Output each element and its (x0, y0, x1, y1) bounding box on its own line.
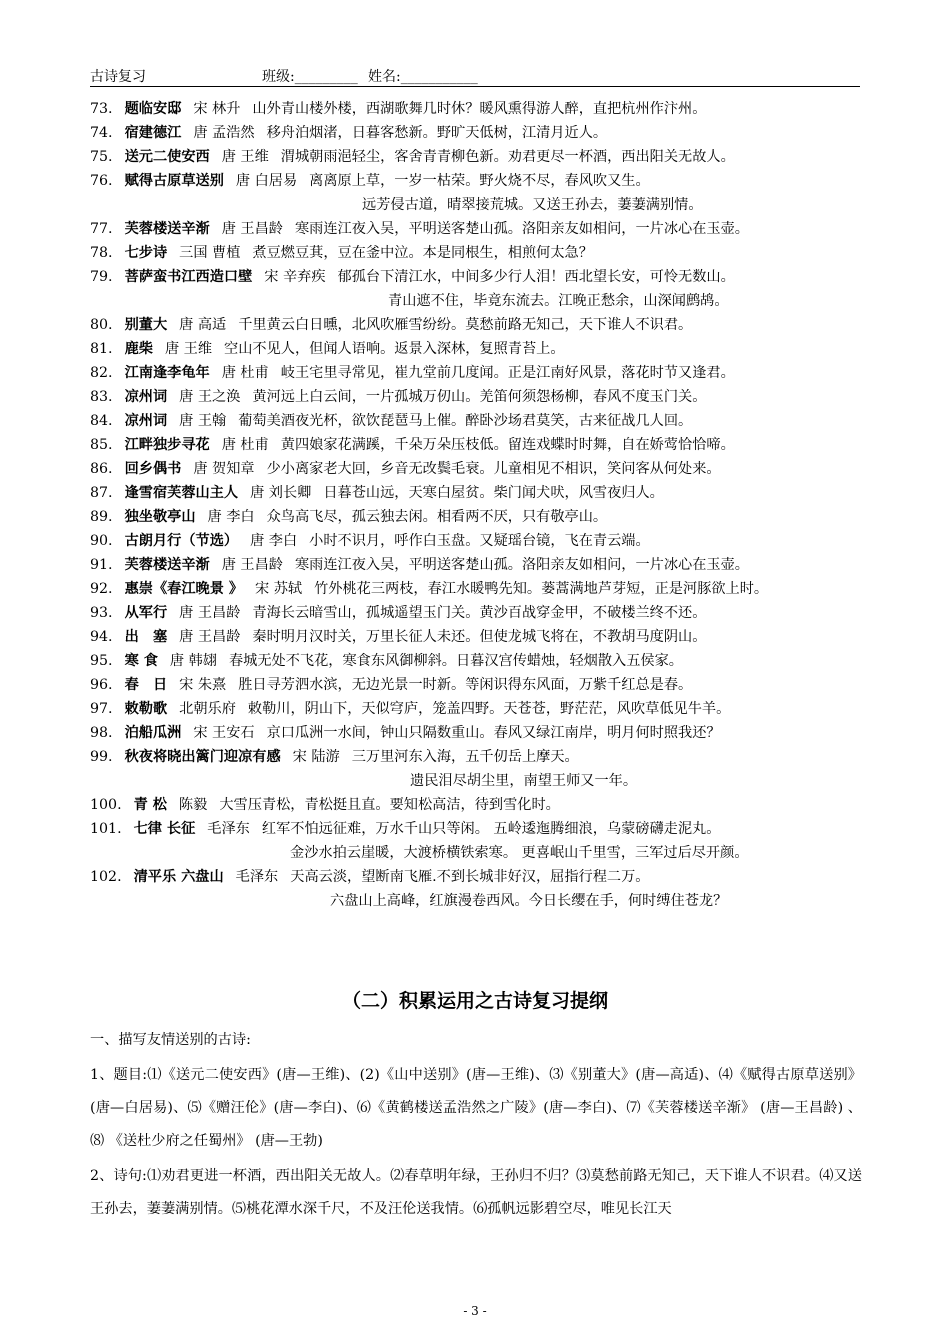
poem-text: 寒雨连江夜入吴，平明送客楚山孤。洛阳亲友如相问，一片冰心在玉壶。 (294, 221, 749, 237)
poem-row (90, 865, 870, 889)
poem-title: 凉州词 (124, 389, 168, 405)
poem-continuation (90, 841, 870, 865)
poem-row (90, 793, 870, 817)
poem-text: 天高云淡，望断南飞雁.不到长城非好汉，屈指行程二万。 (290, 869, 650, 885)
poem-title: 凉州词 (124, 413, 168, 429)
poem-text-cont: 遗民泪尽胡尘里，南望王师又一年。 (410, 773, 638, 789)
poem-title: 从军行 (124, 605, 168, 621)
poem-row (90, 745, 870, 769)
poem-title: 七步诗 (124, 245, 168, 261)
poem-row (90, 505, 870, 529)
poem-text: 少小离家老大回，乡音无改鬓毛衰。儿童相见不相识，笑问客从何处来。 (266, 461, 721, 477)
poem-number: 95. (90, 653, 113, 669)
poem-text-cont: 金沙水拍云崖暖，大渡桥横铁索寒。 更喜岷山千里雪，三军过后尽开颜。 (290, 845, 749, 861)
poem-row (90, 553, 870, 577)
poem-author: 唐 王维 (221, 149, 269, 165)
poem-continuation (90, 289, 870, 313)
poem-title: 逢雪宿芙蓉山主人 (124, 485, 239, 501)
poem-author: 毛泽东 (207, 821, 250, 837)
poem-row (90, 313, 870, 337)
outline-item-lines: 2、诗句:⑴劝君更进一杯酒，西出阳关无故人。⑵春草明年绿，王孙归不归？⑶莫愁前路无知己，天下谁人不识君。⑷又送王孙去，萋萋满别情。⑸桃花潭水深千尺，不及汪伦送我情。⑹孤帆远影碧空尽，唯见长江天 (90, 1168, 862, 1217)
poem-title: 青 松 (133, 797, 167, 813)
poem-text: 煮豆燃豆萁，豆在釜中泣。本是同根生，相煎何太急？ (252, 245, 593, 261)
poem-title: 芙蓉楼送辛渐 (124, 557, 210, 573)
outline-item-titles: 1、题目:⑴《送元二使安西》(唐—王维)、(2)《山中送别》(唐—王维)、⑶《别董大》(唐—高适)、⑷《赋得古原草送别》(唐—白居易)、⑸《赠汪伦》(唐—李白)、⑹《黄鹤楼送孟浩然之广陵》(唐—李白)、⑺《芙蓉楼送辛渐》 (唐—王昌龄) 、⑻ 《送杜少府之任蜀州》 (唐—王勃) (90, 1067, 862, 1149)
review-outline (90, 1025, 862, 1226)
poem-title: 江畔独步寻花 (124, 437, 210, 453)
poem-row (90, 97, 870, 121)
page-header (90, 66, 860, 87)
poem-author: 唐 李白 (207, 509, 255, 525)
poem-row (90, 265, 870, 289)
poem-row (90, 409, 870, 433)
poem-text: 日暮苍山远，天寒白屋贫。柴门闻犬吠，风雪夜归人。 (323, 485, 664, 501)
poem-author: 北朝乐府 (179, 701, 236, 717)
poem-title: 清平乐 六盘山 (133, 869, 224, 885)
poem-text: 大雪压青松，青松挺且直。要知松高洁，待到雪化时。 (219, 797, 560, 813)
poem-title: 惠崇《春江晚景 》 (124, 581, 244, 597)
poem-author: 宋 朱熹 (179, 677, 227, 693)
poem-author: 唐 王昌龄 (179, 605, 241, 621)
poem-text: 岐王宅里寻常见，崔九堂前几度闻。正是江南好风景，落花时节又逢君。 (280, 365, 735, 381)
poem-title: 敕勒歌 (124, 701, 168, 717)
poem-title: 题临安邸 (124, 101, 182, 117)
poem-row (90, 697, 870, 721)
poem-row (90, 601, 870, 625)
poem-number: 86. (90, 461, 113, 477)
poem-continuation (90, 769, 870, 793)
poem-author: 三国 曹植 (179, 245, 241, 261)
poem-number: 83. (90, 389, 113, 405)
poem-number: 77. (90, 221, 113, 237)
poem-row (90, 673, 870, 697)
poem-title: 泊船瓜洲 (124, 725, 182, 741)
poem-row (90, 529, 870, 553)
poem-number: 93. (90, 605, 113, 621)
poem-author: 唐 王昌龄 (221, 221, 283, 237)
poem-row (90, 169, 870, 193)
poem-number: 97. (90, 701, 113, 717)
poem-number: 94. (90, 629, 113, 645)
poem-title: 宿建德江 (124, 125, 182, 141)
poem-title: 古朗月行（节选） (124, 533, 239, 549)
poem-author: 唐 王昌龄 (221, 557, 283, 573)
poem-row (90, 145, 870, 169)
class-label: 班级:_________ (262, 69, 358, 85)
poem-number: 102. (90, 869, 122, 885)
poem-number: 82. (90, 365, 113, 381)
poem-number: 90. (90, 533, 113, 549)
poem-text: 移舟泊烟渚，日暮客愁新。野旷天低树，江清月近人。 (266, 125, 608, 141)
poem-title: 独坐敬亭山 (124, 509, 196, 525)
poem-title: 出 塞 (124, 629, 168, 645)
poem-list (90, 97, 870, 913)
poem-author: 唐 李白 (250, 533, 298, 549)
poem-row (90, 217, 870, 241)
poem-title: 芙蓉楼送辛渐 (124, 221, 210, 237)
poem-number: 81. (90, 341, 113, 357)
poem-author: 宋 王安石 (193, 725, 255, 741)
poem-row (90, 241, 870, 265)
poem-row (90, 457, 870, 481)
outline-heading: 一、描写友情送别的古诗: (90, 1032, 251, 1048)
poem-title: 寒 食 (124, 653, 158, 669)
poem-author: 宋 林升 (193, 101, 241, 117)
poem-author: 唐 高适 (179, 317, 227, 333)
poem-text: 山外青山楼外楼，西湖歌舞几时休？暖风熏得游人醉，直把杭州作汴州。 (252, 101, 707, 117)
poem-title: 回乡偶书 (124, 461, 182, 477)
poem-title: 鹿柴 (124, 341, 153, 357)
poem-number: 84. (90, 413, 113, 429)
poem-row (90, 625, 870, 649)
poem-row (90, 385, 870, 409)
poem-text: 空山不见人，但闻人语响。返景入深林，复照青苔上。 (224, 341, 565, 357)
poem-author: 宋 苏轼 (255, 581, 303, 597)
poem-text-cont: 六盘山上高峰，红旗漫卷西风。今日长缨在手，何时缚住苍龙？ (330, 893, 728, 909)
poem-author: 陈毅 (178, 797, 208, 813)
poem-text: 离离原上草，一岁一枯荣。野火烧不尽，春风吹又生。 (309, 173, 650, 189)
poem-number: 99. (90, 749, 113, 765)
poem-title: 七律 长征 (133, 821, 196, 837)
poem-text: 众鸟高飞尽，孤云独去闲。相看两不厌，只有敬亭山。 (266, 509, 608, 525)
poem-text-cont: 远芳侵古道，晴翠接荒城。又送王孙去，萋萋满别情。 (362, 197, 703, 213)
page-number: - 3 - (463, 1304, 487, 1318)
poem-number: 78. (90, 245, 113, 261)
poem-number: 76. (90, 173, 113, 189)
poem-row (90, 337, 870, 361)
poem-title: 送元二使安西 (124, 149, 210, 165)
poem-row (90, 577, 870, 601)
poem-author: 毛泽东 (235, 869, 279, 885)
poem-text: 郁孤台下清江水，中间多少行人泪！西北望长安，可怜无数山。 (337, 269, 735, 285)
poem-author: 唐 杜甫 (221, 437, 269, 453)
poem-author: 唐 王维 (164, 341, 213, 357)
poem-row (90, 817, 870, 841)
poem-text-cont: 青山遮不住，毕竟东流去。江晚正愁余，山深闻鹧鸪。 (388, 293, 729, 309)
poem-title: 江南逢李龟年 (124, 365, 210, 381)
poem-text: 敕勒川，阴山下，天似穹庐，笼盖四野。天苍苍，野茫茫，风吹草低见牛羊。 (247, 701, 731, 717)
poem-number: 96. (90, 677, 113, 693)
poem-text: 秦时明月汉时关，万里长征人未还。但使龙城飞将在，不教胡马度阴山。 (252, 629, 707, 645)
poem-author: 唐 王翰 (179, 413, 227, 429)
poem-number: 73. (90, 101, 113, 117)
doc-title: 古诗复习 (90, 69, 146, 85)
poem-text: 胜日寻芳泗水滨，无边光景一时新。等闲识得东风面，万紫千红总是春。 (238, 677, 693, 693)
poem-text: 黄四娘家花满蹊，千朵万朵压枝低。留连戏蝶时时舞，自在娇莺恰恰啼。 (280, 437, 735, 453)
poem-number: 80. (90, 317, 113, 333)
poem-number: 92. (90, 581, 113, 597)
poem-number: 75. (90, 149, 113, 165)
poem-row (90, 649, 870, 673)
poem-row (90, 433, 870, 457)
poem-title: 秋夜将晓出篱门迎凉有感 (124, 749, 281, 765)
poem-author: 宋 辛弃疾 (264, 269, 326, 285)
poem-number: 79. (90, 269, 113, 285)
poem-text: 青海长云暗雪山，孤城遥望玉门关。黄沙百战穿金甲，不破楼兰终不还。 (252, 605, 707, 621)
poem-author: 唐 王昌龄 (179, 629, 241, 645)
poem-number: 85. (90, 437, 113, 453)
poem-text: 小时不识月，呼作白玉盘。又疑瑶台镜，飞在青云端。 (309, 533, 650, 549)
poem-text: 黄河远上白云间，一片孤城万仞山。羌笛何须怨杨柳，春风不度玉门关。 (252, 389, 707, 405)
poem-number: 100. (90, 797, 122, 813)
poem-text: 千里黄云白日曛，北风吹雁雪纷纷。莫愁前路无知己，天下谁人不识君。 (238, 317, 693, 333)
name-label: 姓名:___________ (368, 69, 478, 85)
poem-author: 唐 白居易 (235, 173, 298, 189)
poem-number: 89. (90, 509, 113, 525)
poem-author: 宋 陆游 (292, 749, 340, 765)
poem-title: 菩萨蛮书江西造口壁 (124, 269, 253, 285)
poem-text: 春城无处不飞花，寒食东风御柳斜。日暮汉宫传蜡烛，轻烟散入五侯家。 (228, 653, 683, 669)
poem-text: 葡萄美酒夜光杯，欲饮琵琶马上催。醉卧沙场君莫笑，古来征战几人回。 (238, 413, 693, 429)
poem-author: 唐 王之涣 (179, 389, 241, 405)
poem-row (90, 481, 870, 505)
poem-author: 唐 孟浩然 (193, 125, 255, 141)
poem-continuation (90, 193, 870, 217)
poem-number: 87. (90, 485, 113, 501)
poem-title: 春 日 (124, 677, 168, 693)
poem-row (90, 721, 870, 745)
poem-text: 京口瓜洲一水间，钟山只隔数重山。春风又绿江南岸，明月何时照我还？ (266, 725, 721, 741)
poem-title: 赋得古原草送别 (124, 173, 224, 189)
poem-text: 红军不怕远征难，万水千山只等闲。 五岭逶迤腾细浪，乌蒙磅礴走泥丸。 (261, 821, 721, 837)
poem-title: 别董大 (124, 317, 168, 333)
poem-continuation (90, 889, 870, 913)
poem-number: 74. (90, 125, 113, 141)
poem-text: 渭城朝雨浥轻尘，客舍青青柳色新。劝君更尽一杯酒，西出阳关无故人。 (280, 149, 735, 165)
poem-row (90, 121, 870, 145)
section-title: （二）积累运用之古诗复习提纲 (341, 990, 608, 1012)
poem-text: 三万里河东入海，五千仞岳上摩天。 (351, 749, 579, 765)
poem-text: 竹外桃花三两枝，春江水暖鸭先知。蒌蒿满地芦芽短，正是河豚欲上时。 (314, 581, 769, 597)
poem-row (90, 361, 870, 385)
poem-number: 91. (90, 557, 113, 573)
poem-author: 唐 刘长卿 (250, 485, 312, 501)
poem-number: 98. (90, 725, 113, 741)
poem-author: 唐 贺知章 (193, 461, 255, 477)
poem-number: 101. (90, 821, 122, 837)
poem-text: 寒雨连江夜入吴，平明送客楚山孤。洛阳亲友如相问，一片冰心在玉壶。 (294, 557, 749, 573)
poem-author: 唐 杜甫 (221, 365, 269, 381)
poem-author: 唐 韩翃 (169, 653, 217, 669)
